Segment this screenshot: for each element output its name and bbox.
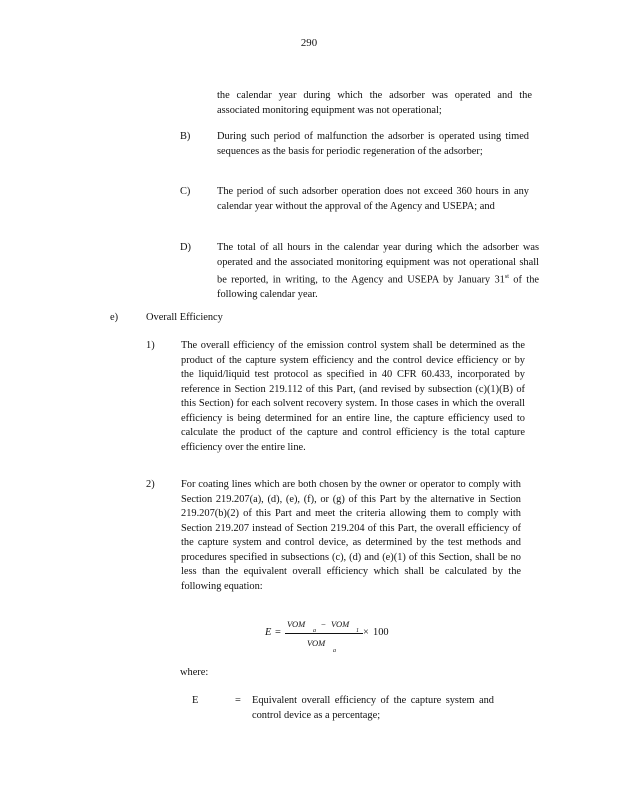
equation-denominator-sub: a [333, 648, 336, 654]
equation-multiplier: 100 [373, 627, 389, 638]
equation-numerator-a-sub: a [313, 628, 316, 634]
item-e2-label: 2) [146, 479, 155, 490]
equation-lhs: E [265, 627, 272, 638]
definition-symbol: E [192, 695, 199, 706]
item-d-label: D) [180, 242, 191, 253]
item-e1-label: 1) [146, 340, 155, 351]
item-e2-text: For coating lines which are both chosen by the owner or operator to comply with Section 219.207(a), (d), (e), (f), or (g) of this Part by the alternative in Section 219.207(b)(2) of this Part and meet the criteria allowing them to comply with Section 219.207 instead of Section 219.204 of this Part, the overall efficiency of the capture system and control device, as determined by the test methods and procedures specified in subsections (c), (d) and (e)(1) of this Section, shall be no less than the equivalent overall efficiency which shall be calculated by the following equation: [181, 479, 521, 592]
item-b-label: B) [180, 131, 191, 142]
equation-numerator-b-sub: 1 [356, 628, 359, 634]
section-e-heading: Overall Efficiency [146, 312, 223, 323]
definition-equals: = [235, 695, 241, 706]
item-c-text: The period of such adsorber operation does not exceed 360 hours in any calendar year without the approval of the Agency and USEPA; and [217, 186, 529, 212]
where-label: where: [180, 667, 209, 678]
section-e-label: e) [110, 312, 119, 323]
item-d-text-main: The total of all hours in the calendar year during which the adsorber was operated and the associated monitoring equipment was not operational shall be reported, in writing, to the Agency and USEPA by January 31 [217, 242, 539, 286]
equation-denominator: VOM [307, 638, 326, 648]
equation-minus: − [321, 619, 326, 629]
equation-numerator-a: VOM [287, 619, 306, 629]
equation-numerator-b: VOM [331, 619, 350, 629]
equation [255, 614, 405, 654]
item-d-superscript: st [504, 274, 509, 280]
item-c-label: C) [180, 186, 191, 197]
equation-fraction-bar [285, 633, 363, 634]
item-d-text-after: of the following calendar year. [217, 274, 539, 300]
definition-text: Equivalent overall efficiency of the capture system and control device as a percentage; [252, 695, 494, 721]
item-e1-text: The overall efficiency of the emission control system shall be determined as the product of the capture system efficiency and the control device efficiency or by the liquid/liquid test protocol as specified in 40 CFR 60.433, incorporated by reference in Section 219.112 of this Part, (and revised by subsection (c)(1)(B) of this Section) for each solvent recovery system. In those cases in which the overall efficiency is being determined for an entire line, the capture efficiency used to calculate the product of the capture and control efficiency is the total capture efficiency over the entire line. [181, 340, 525, 453]
equation-equals: = [275, 627, 281, 638]
equation-times: × [363, 627, 369, 638]
item-a-continuation: the calendar year during which the adsorber was operated and the associated monitoring equipment was not operational; [217, 90, 532, 116]
item-b-text: During such period of malfunction the adsorber is operated using timed sequences as the basis for periodic regeneration of the adsorber; [217, 131, 529, 157]
page-number: 290 [300, 37, 318, 49]
item-d-text [217, 241, 539, 302]
